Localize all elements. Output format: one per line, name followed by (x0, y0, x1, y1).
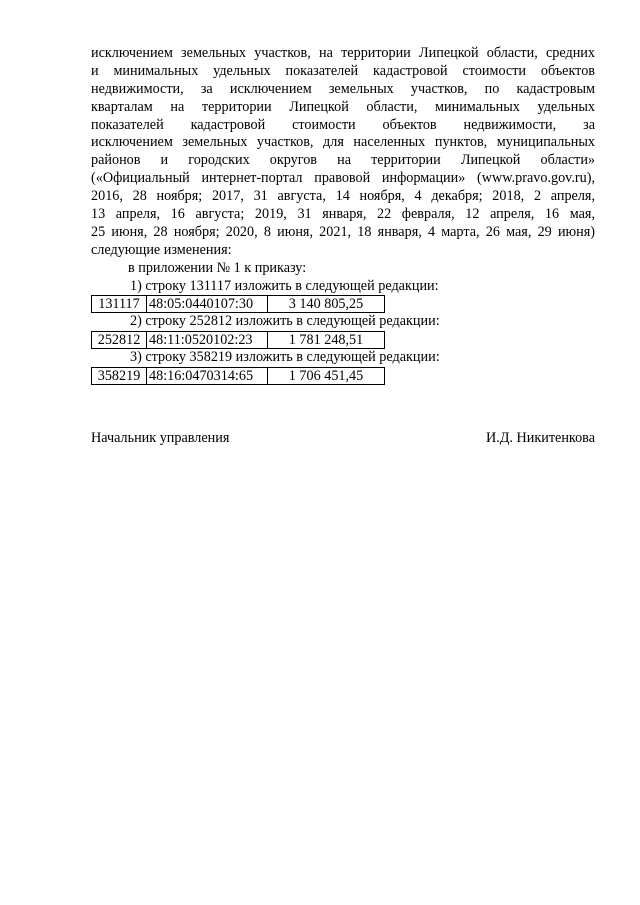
row-number-cell: 358219 (92, 368, 147, 385)
table-row (92, 332, 385, 349)
document-body (91, 45, 595, 385)
replacement-row-table-wrap (91, 367, 595, 385)
replacement-row-table (91, 367, 385, 385)
paragraph-line: районов и городских округов на территории Липецкой области» (91, 152, 595, 169)
row-number-cell: 131117 (92, 296, 147, 313)
paragraph-line: 2016, 28 ноября; 2017, 31 августа, 14 ноября, 4 декабря; 2018, 2 апреля, (91, 188, 595, 205)
paragraph-line: 25 июня, 28 ноября; 2020, 8 июня, 2021, 18 января, 4 марта, 26 мая, 29 июня) (91, 223, 595, 240)
paragraph-line: исключением земельных участков, для населенных пунктов, муниципальных (91, 134, 595, 151)
replacement-row-table-wrap (91, 331, 595, 349)
signatory-name: И.Д. Никитенкова (485, 430, 595, 446)
appendix-line: в приложении № 1 к приказу: (128, 259, 307, 276)
cadastral-value-cell: 1 781 248,51 (268, 332, 385, 349)
replacement-row-table (91, 331, 385, 349)
paragraph-line: («Официальный интернет-портал правовой информации» (www.pravo.gov.ru), (91, 170, 595, 187)
paragraph-line: следующие изменения: (91, 241, 232, 258)
item-instruction: 3) строку 358219 изложить в следующей редакции: (130, 349, 440, 366)
cadastral-number-cell: 48:11:0520102:23 (147, 332, 268, 349)
item-instruction: 2) строку 252812 изложить в следующей редакции: (130, 313, 440, 330)
replacement-row-table-wrap (91, 295, 595, 313)
paragraph-line: и минимальных удельных показателей кадастровой стоимости объектов (91, 62, 595, 79)
paragraph-line: кварталам на территории Липецкой области, минимальных удельных (91, 98, 595, 115)
row-number-cell: 252812 (92, 332, 147, 349)
paragraph-line: 13 апреля, 16 августа; 2019, 31 января, 22 февраля, 12 апреля, 16 мая, (91, 206, 595, 223)
cadastral-number-cell: 48:05:0440107:30 (147, 296, 268, 313)
paragraph-line: исключением земельных участков, на территории Липецкой области, средних (91, 45, 595, 61)
cadastral-number-cell: 48:16:0470314:65 (147, 368, 268, 385)
table-row (92, 296, 385, 313)
signatory-position: Начальник управления (91, 430, 230, 446)
replacement-row-table (91, 295, 385, 313)
table-row (92, 368, 385, 385)
cadastral-value-cell: 1 706 451,45 (268, 368, 385, 385)
paragraph-line: показателей кадастровой стоимости объектов недвижимости, за (91, 116, 595, 133)
paragraph-line: недвижимости, за исключением земельных участков, по кадастровым (91, 80, 595, 97)
item-instruction: 1) строку 131117 изложить в следующей редакции: (130, 277, 439, 294)
cadastral-value-cell: 3 140 805,25 (268, 296, 385, 313)
